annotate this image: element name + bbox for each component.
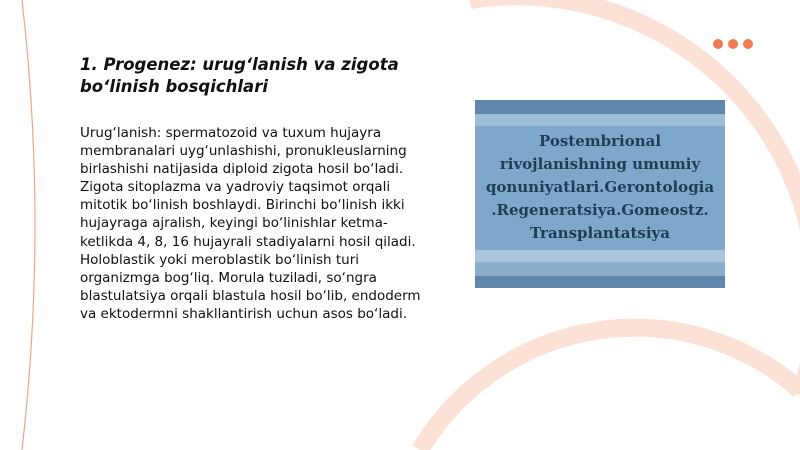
image-band — [475, 276, 725, 288]
image-band — [475, 250, 725, 262]
image-band — [475, 100, 725, 114]
slide-body-text: Urug‘lanish: spermatozoid va tuxum hujayra membranalari uyg‘unlashishi, pronukleuslarning birlashishi natijasida diploid zigota hosil bo‘ladi. Zigota sitoplazma va yadroviy taqsimot orqali mitotik bo‘linish boshlaydi. Birinchi bo‘linish ikki hujayraga ajralish, keyingi bo‘linishlar ketma-ketlikda 4, 8, 16 hujayrali stadiyalarni hosil qiladi. Holoblastik yoki meroblastik bo‘linish turi organizmga bog‘liq. Morula tuziladi, so‘ngra blastulatsiya orqali blastula hosil bo‘lib, endoderm va ektodermni shakllantirish uchun asos bo‘ladi. — [80, 125, 421, 322]
three-dots-icon — [713, 39, 753, 49]
left-curve-line — [22, 0, 35, 450]
dot-icon — [713, 39, 723, 49]
slide-title: 1. Progenez: urug‘lanish va zigota bo‘linish bosqichlari — [80, 55, 399, 96]
bottom-arc — [420, 328, 800, 450]
dot-icon — [728, 39, 738, 49]
embedded-image — [475, 100, 725, 288]
dot-icon — [743, 39, 753, 49]
embedded-image-text: Postembrional rivojlanishning umumiy qonuniyatlari.Gerontologia .Regeneratsiya.Gomeostz. Transplantatsiya — [485, 132, 715, 242]
image-band — [475, 114, 725, 126]
image-band — [475, 262, 725, 276]
